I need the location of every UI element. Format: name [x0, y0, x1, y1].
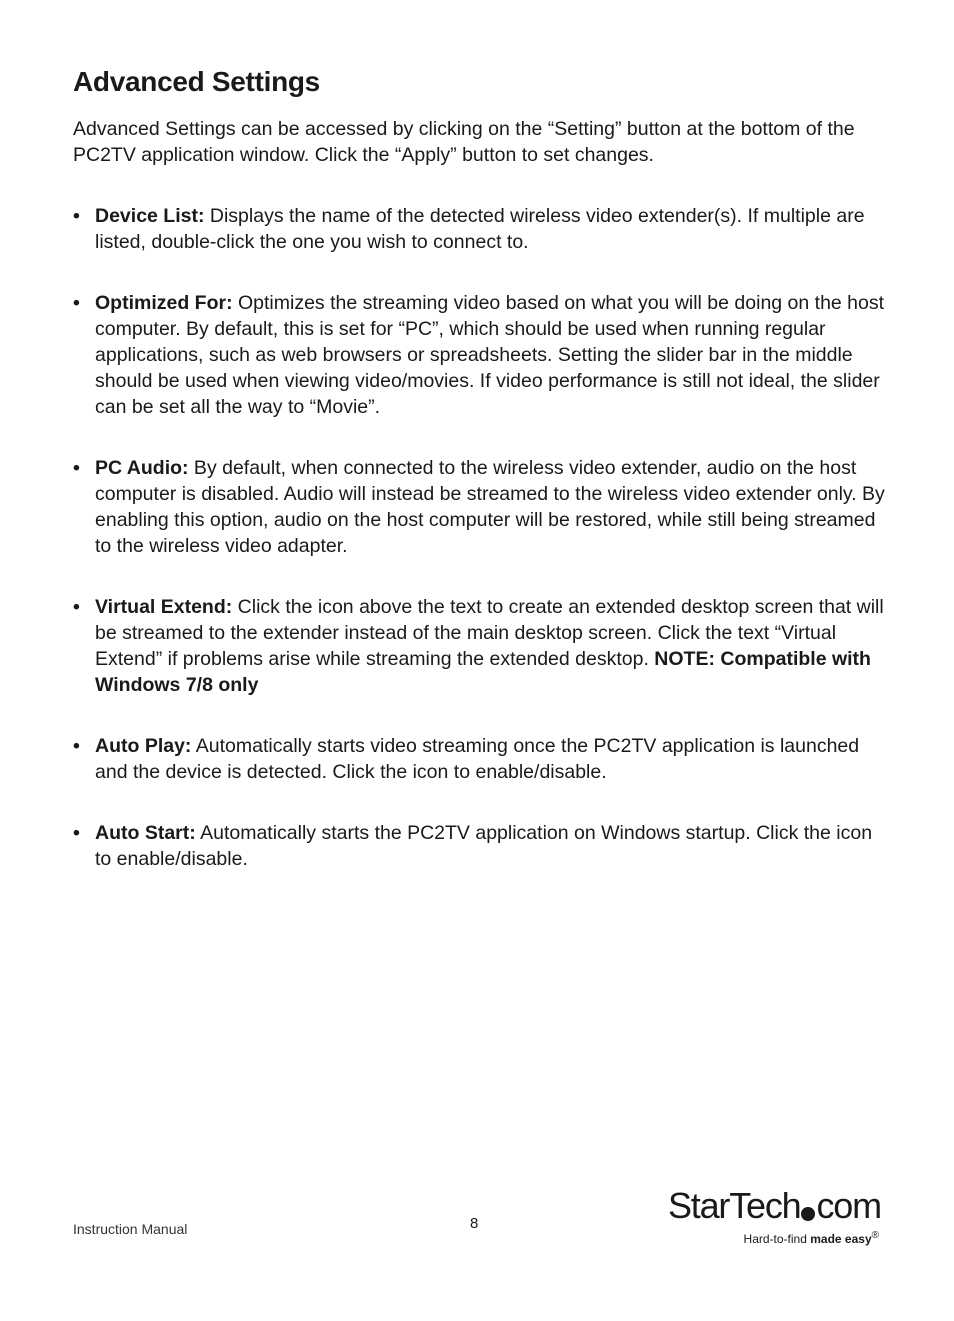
tagline-regular: Hard-to-find	[743, 1232, 811, 1246]
list-item-virtual-extend	[73, 594, 885, 698]
page-title: Advanced Settings	[73, 66, 320, 97]
logo-wordmark-right: com	[816, 1185, 881, 1226]
logo-tagline	[744, 1230, 879, 1246]
list-item-auto-play	[73, 733, 885, 785]
item-text: Click the icon above the text to create an extended desktop screen that will be streamed to the extender instead of the main desktop screen. Click the text “Virtual Extend” if problems arise while streaming the extended desktop.	[95, 596, 884, 670]
logo-wordmark	[668, 1186, 883, 1226]
logo-wordmark-left: StarTech	[668, 1185, 801, 1226]
compatibility-note: NOTE: Compatible with Windows 7/8 only	[95, 648, 871, 696]
settings-list	[73, 203, 885, 907]
list-item-pc-audio	[73, 455, 885, 559]
item-term: Virtual Extend:	[95, 596, 233, 618]
item-term: Device List:	[95, 205, 205, 227]
tagline-registered-mark: ®	[871, 1230, 879, 1241]
list-item-optimized-for	[73, 290, 885, 420]
startech-logo	[668, 1186, 883, 1248]
item-text: Optimizes the streaming video based on what you will be doing on the host computer. By default, this is set for “PC”, which should be used when running regular applications, such as web browsers or spreadsheets. Setting the slider bar in the middle should be used when viewing video/movies. If video performance is still not ideal, the slider can be set all the way to “Movie”.	[95, 292, 885, 418]
bullet-icon: •	[73, 596, 80, 618]
intro-paragraph: Advanced Settings can be accessed by clicking on the “Setting” button at the bottom of the PC2TV application window. Click the “Apply” button to set changes.	[73, 118, 855, 166]
bullet-icon: •	[73, 205, 80, 227]
item-term: PC Audio:	[95, 457, 189, 479]
item-text: By default, when connected to the wireless video extender, audio on the host computer is disabled. Audio will instead be streamed to the wireless video extender only. By enabling this option, audio on the host computer will be restored, while still being streamed to the wireless video adapter.	[95, 457, 885, 557]
bullet-icon: •	[73, 822, 80, 844]
page-number: 8	[470, 1215, 479, 1232]
item-text: Automatically starts the PC2TV application on Windows startup. Click the icon to enable/disable.	[95, 822, 873, 870]
logo-dot-icon	[801, 1207, 815, 1221]
item-term: Auto Start:	[95, 822, 196, 844]
item-term: Optimized For:	[95, 292, 233, 314]
bullet-icon: •	[73, 457, 80, 479]
item-term: Auto Play:	[95, 735, 192, 757]
item-text: Displays the name of the detected wireless video extender(s). If multiple are listed, double-click the one you wish to connect to.	[95, 205, 865, 253]
bullet-icon: •	[73, 292, 80, 314]
tagline-bold: made easy	[810, 1232, 872, 1246]
bullet-icon: •	[73, 735, 80, 757]
footer-label: Instruction Manual	[73, 1221, 188, 1237]
list-item-auto-start	[73, 820, 885, 872]
list-item-device-list	[73, 203, 885, 255]
item-text: Automatically starts video streaming once the PC2TV application is launched and the device is detected. Click the icon to enable/disable.	[95, 735, 860, 783]
